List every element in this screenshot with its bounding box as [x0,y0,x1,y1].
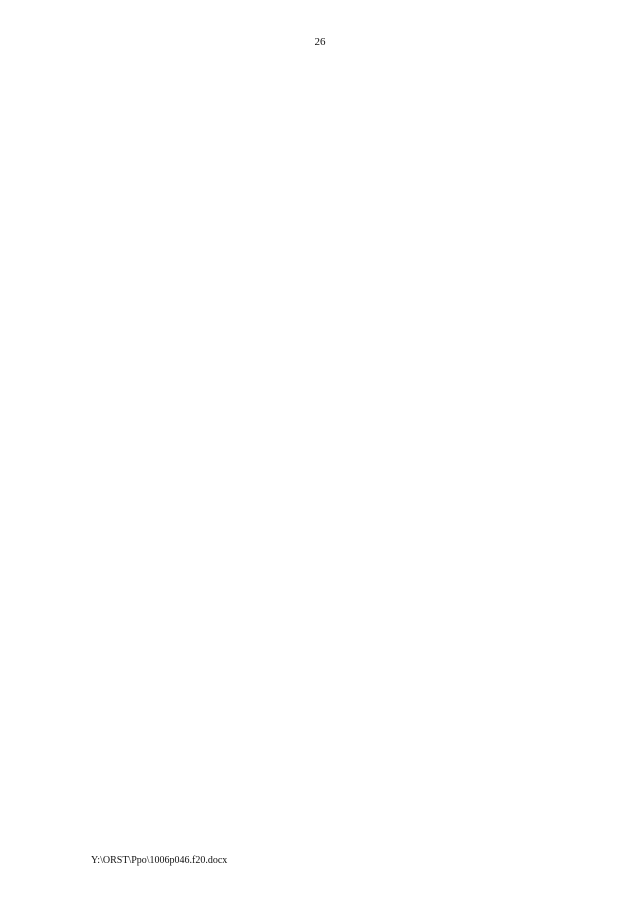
footer-file-path: Y:\ORST\Ppo\1006p046.f20.docx [91,855,228,866]
page-number: 26 [314,36,326,48]
